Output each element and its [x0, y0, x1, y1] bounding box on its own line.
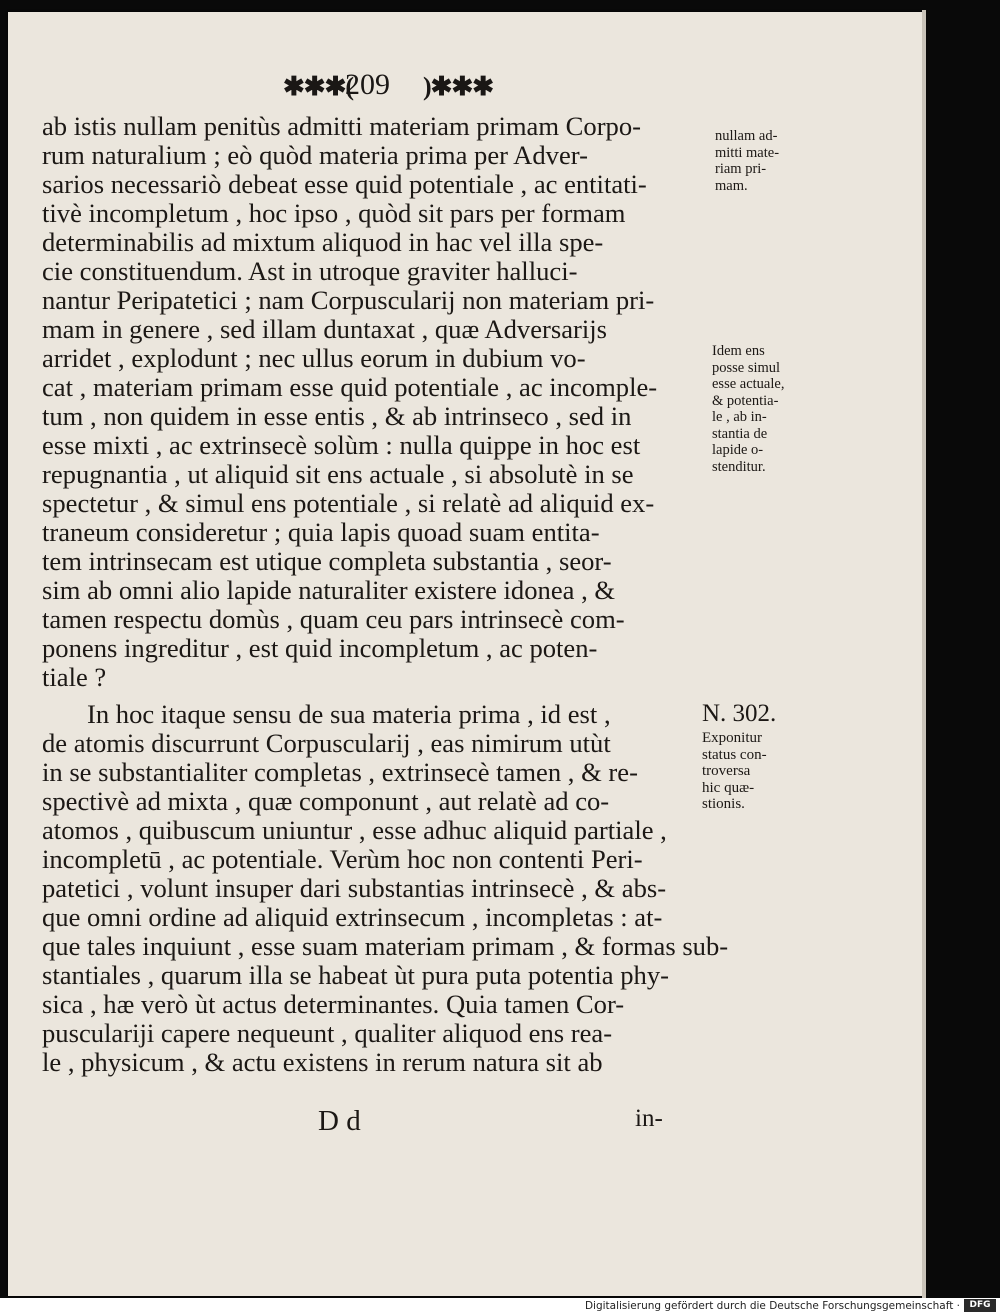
funding-credit-text: Digitalisierung gefördert durch die Deutsche Forschungsgemeinschaft · [584, 1300, 960, 1312]
text-line: esse mixti , ac extrinsecè solùm : nulla quippe in hoc est [42, 430, 641, 460]
margin-note-line: mitti mate- [715, 144, 780, 161]
text-line: rum naturalium ; eò quòd materia prima per Adver- [42, 140, 588, 170]
ornament-right-icon: )✱✱✱ [423, 72, 494, 101]
text-line: sim ab omni alio lapide naturaliter existere idonea , & [42, 575, 616, 605]
text-line: de atomis discurrunt Corpuscularij , eas nimirum utùt [42, 728, 611, 758]
margin-note-3 [702, 698, 776, 813]
text-line: tiale ? [42, 662, 107, 692]
text-line: sarios necessariò debeat esse quid potentiale , ac entitati- [42, 169, 647, 199]
margin-note-line: Idem ens [712, 343, 765, 359]
margin-note-line: esse actuale, [712, 376, 785, 392]
signature-mark: D d [318, 1105, 361, 1137]
text-line: sica , hæ verò ùt actus determinantes. Quia tamen Cor- [42, 989, 625, 1019]
text-line: spectetur , & simul ens potentiale , si relatè ad aliquid ex- [42, 488, 655, 518]
text-line: stantiales , quarum illa se habeat ùt pura puta potentia phy- [42, 960, 669, 990]
text-line: nantur Peripatetici ; nam Corpuscularij non materiam pri- [42, 285, 655, 315]
funding-credit-bar [0, 1298, 1000, 1314]
text-line: pusculariji capere nequeunt , qualiter aliquod ens rea- [42, 1018, 613, 1048]
section-number: N. 302. [702, 700, 777, 727]
text-line: que tales inquiunt , esse suam materiam primam , & formas sub- [42, 931, 729, 961]
text-line: determinabilis ad mixtum aliquod in hac vel illa spe- [42, 227, 604, 257]
text-line: arridet , explodunt ; nec ullus eorum in dubium vo- [42, 343, 586, 373]
text-line: incompletū , ac potentiale. Verùm hoc non contenti Peri- [42, 844, 643, 874]
text-line: cat , materiam primam esse quid potentiale , ac incomple- [42, 372, 658, 402]
margin-note-line: status con- [702, 746, 767, 763]
margin-note-line: troversa [702, 763, 751, 779]
margin-note-line: & potentia- [712, 392, 779, 409]
text-line: traneum consideretur ; quia lapis quoad suam entita- [42, 517, 600, 547]
margin-note-line: Exponitur [702, 730, 762, 746]
text-line: le , physicum , & actu existens in rerum natura sit ab [42, 1047, 603, 1077]
text-line: atomos , quibuscum uniuntur , esse adhuc aliquid partiale , [42, 815, 667, 845]
margin-note-line: stionis. [702, 796, 745, 812]
text-line: ponens ingreditur , est quid incompletum , ac poten- [42, 633, 598, 663]
text-line: In hoc itaque sensu de sua materia prima , id est , [87, 699, 611, 729]
margin-note-line: nullam ad- [715, 128, 778, 144]
dfg-logo-icon: DFG [964, 1299, 996, 1312]
text-line: mam in genere , sed illam duntaxat , quæ Adversarijs [42, 314, 607, 344]
page-edge [922, 10, 926, 1298]
text-line: tamen respectu domùs , quam ceu pars intrinsecè com- [42, 604, 625, 634]
text-line: spectivè ad mixta , quæ componunt , aut relatè ad co- [42, 786, 610, 816]
text-line: repugnantia , ut aliquid sit ens actuale , si absolutè in se [42, 459, 634, 489]
text-line: ab istis nullam penitùs admitti materiam primam Corpo- [42, 111, 641, 141]
page-number: 209 [345, 68, 390, 101]
margin-note-1 [715, 128, 779, 194]
margin-note-line: stenditur. [712, 458, 766, 475]
text-line: tum , non quidem in esse entis , & ab intrinseco , sed in [42, 401, 632, 431]
paragraph-1 [42, 112, 697, 692]
margin-note-line: riam pri- [715, 161, 767, 177]
text-line: cie constituendum. Ast in utroque graviter halluci- [42, 256, 578, 286]
text-line: que omni ordine ad aliquid extrinsecum , incompletas : at- [42, 902, 663, 932]
text-line: patetici , volunt insuper dari substantias intrinsecè , & abs- [42, 873, 667, 903]
margin-note-line: mam. [715, 177, 748, 194]
ornament-left-icon: ✱✱✱( [283, 72, 354, 101]
running-head [283, 68, 493, 108]
text-line: tem intrinsecam est utique completa substantia , seor- [42, 546, 612, 576]
margin-note-line: stantia de [712, 425, 768, 442]
margin-note-line: posse simul [712, 359, 781, 376]
text-line: tivè incompletum , hoc ipso , quòd sit pars per formam [42, 198, 626, 228]
margin-note-line: lapide o- [712, 442, 764, 458]
margin-note-line: hic quæ- [702, 779, 755, 796]
text-line: in se substantialiter completas , extrinsecè tamen , & re- [42, 757, 638, 787]
margin-note-line: le , ab in- [712, 409, 767, 425]
catchword: in- [635, 1105, 663, 1132]
margin-note-2 [712, 343, 784, 475]
